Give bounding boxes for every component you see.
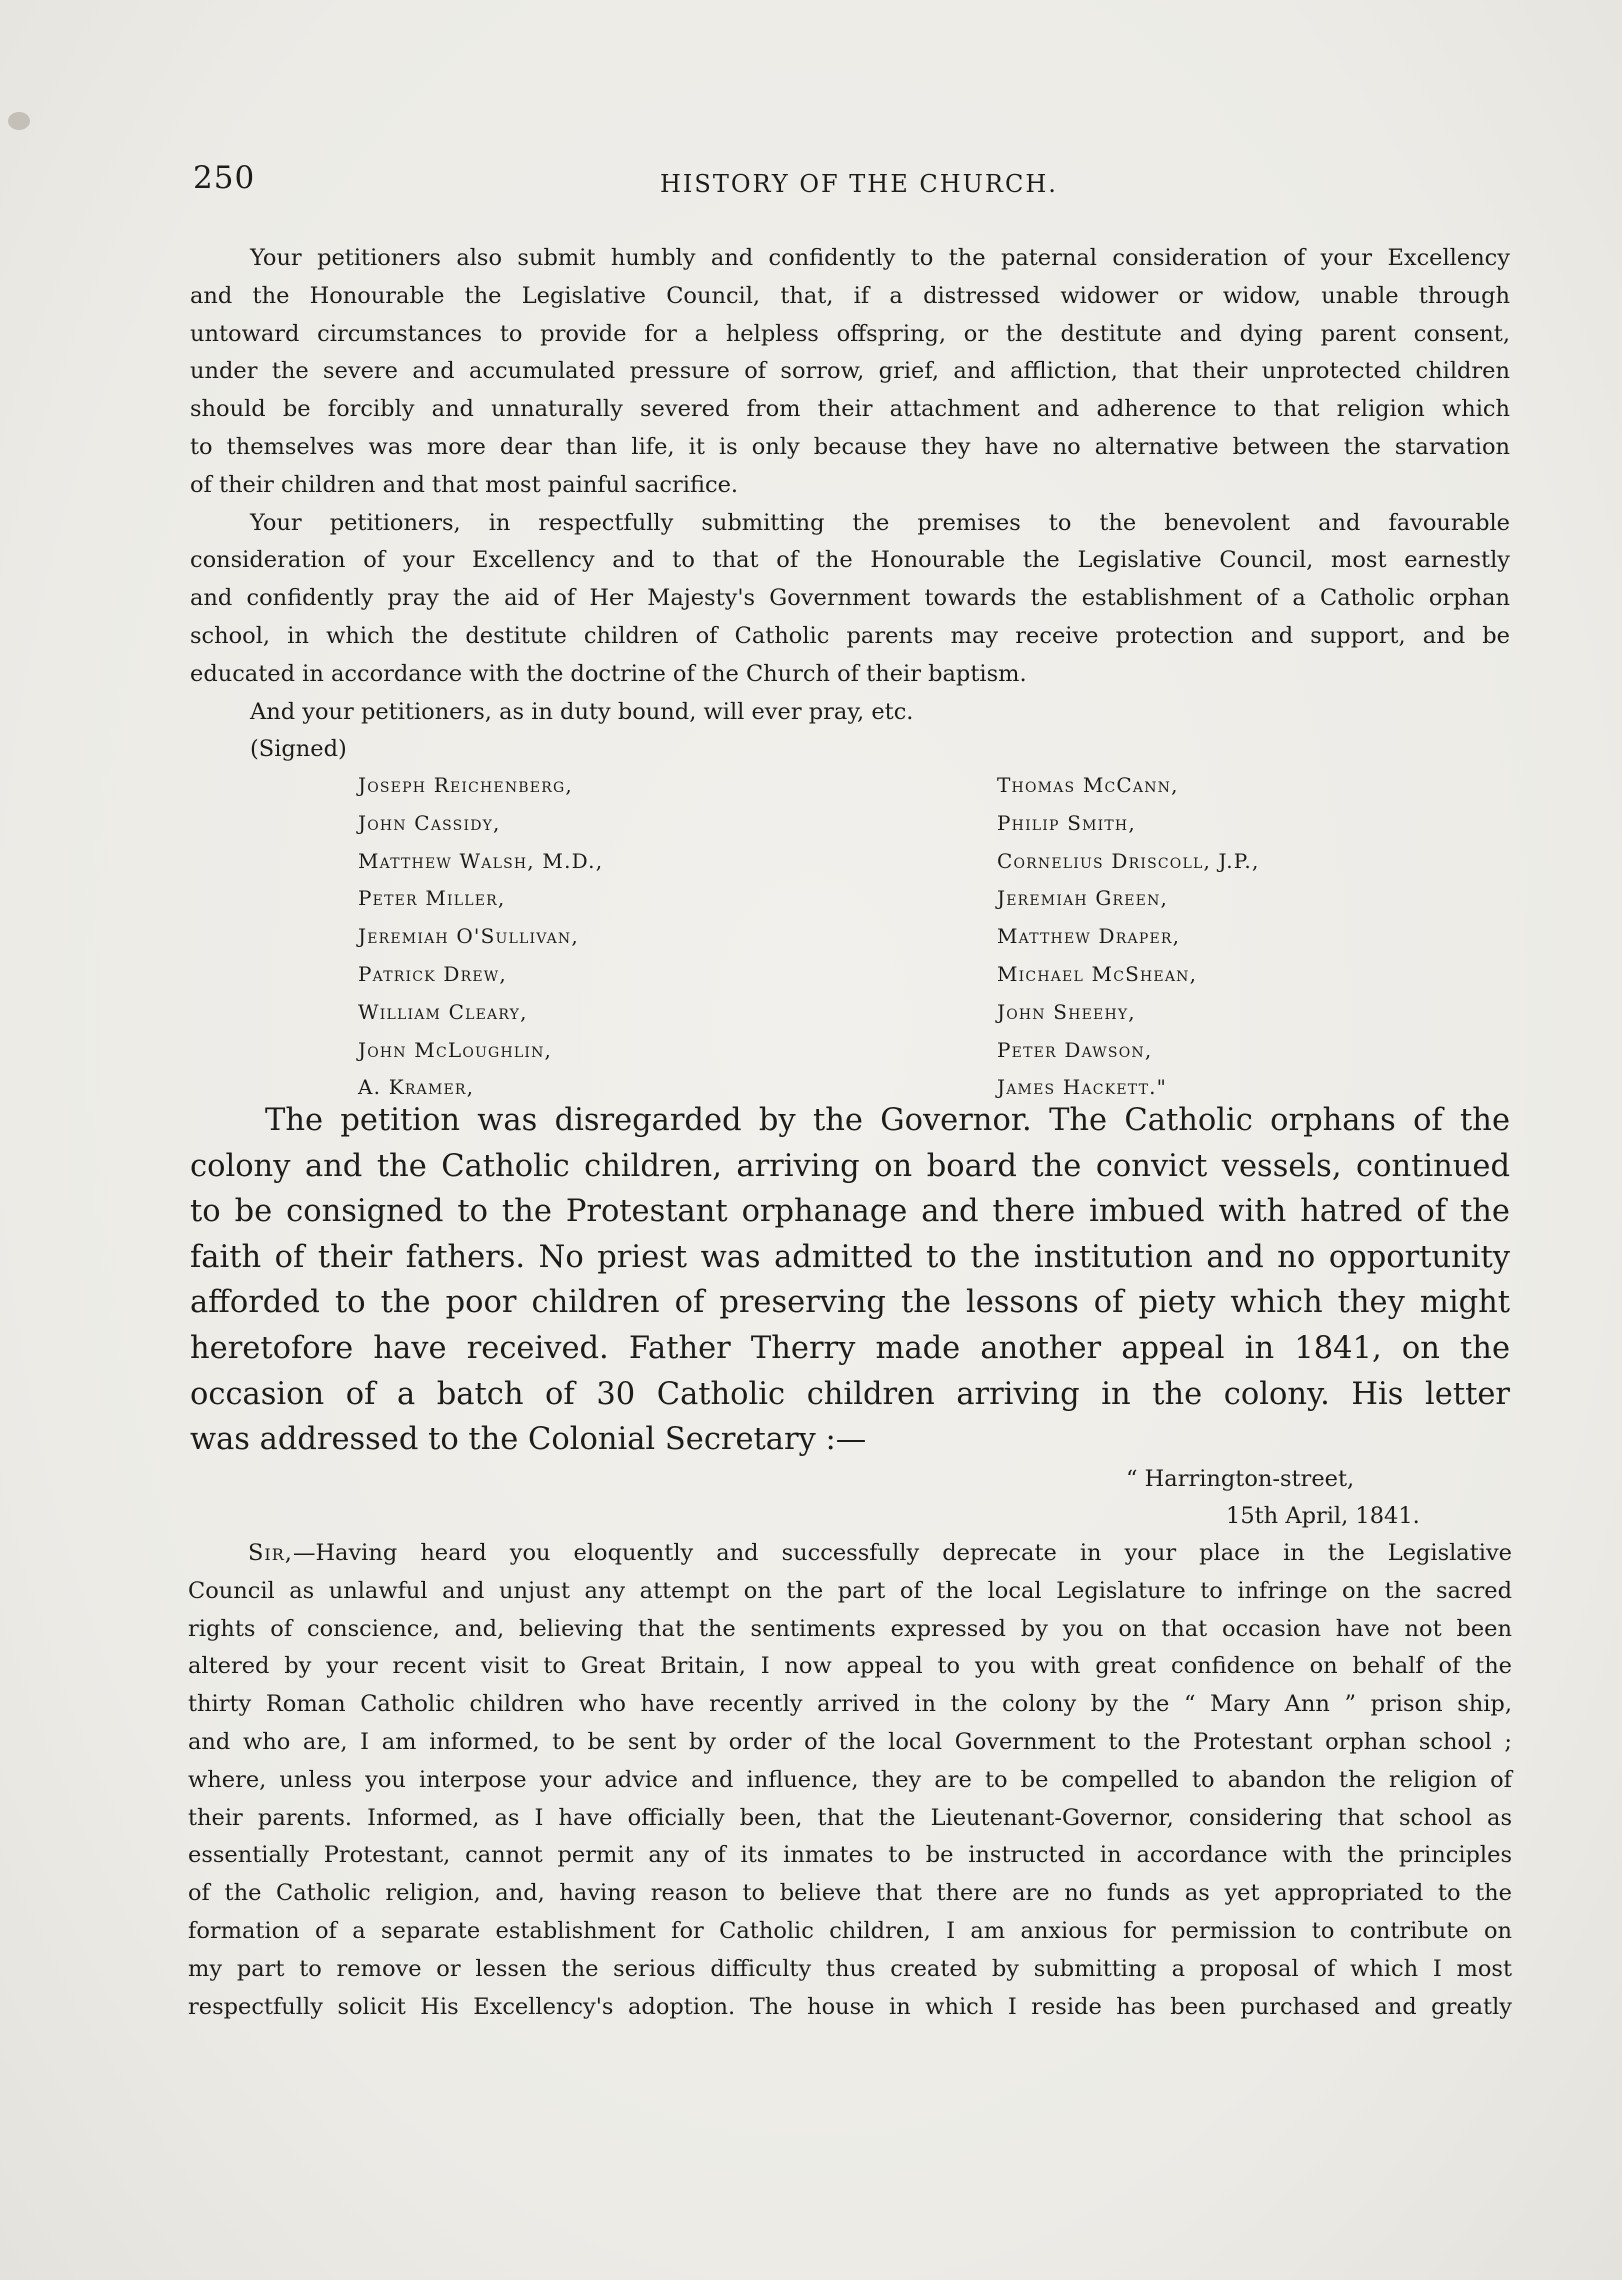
text-line: altered by your recent visit to Great Britain, I now appeal to you with great confidence on behalf of the [188, 1653, 1512, 1680]
petition-text [190, 240, 1510, 769]
signatory: Patrick Drew, [358, 961, 507, 986]
signatory: Joseph Reichenberg, [358, 773, 573, 797]
text-line: their parents. Informed, as I have officially been, that the Lieutenant-Governor, considering that school as [188, 1804, 1512, 1831]
signatory: James Hackett." [997, 1075, 1168, 1100]
text-line: faith of their fathers. No priest was admitted to the institution and no opportunity [190, 1239, 1510, 1275]
text-line: of their children and that most painful sacrifice. [190, 471, 739, 498]
letter-date: 15th April, 1841. [1226, 1503, 1420, 1529]
signatory: Michael McShean, [997, 961, 1198, 986]
paper-stain [8, 112, 30, 130]
text-line: and who are, I am informed, to be sent by order of the local Government to the Protestant orphan school ; [188, 1728, 1512, 1755]
signatories-left-column [358, 767, 603, 1107]
signatory: Cornelius Driscoll, J.P., [997, 848, 1260, 873]
signatory: John Sheehy, [997, 999, 1136, 1024]
text-line: thirty Roman Catholic children who have recently arrived in the colony by the “ Mary Ann ” prison ship, [188, 1691, 1512, 1718]
signed-label: (Signed) [250, 736, 347, 763]
letter-salutation: Sir, [248, 1540, 293, 1566]
signatory: Peter Dawson, [997, 1037, 1153, 1062]
signatory: A. Kramer, [358, 1075, 475, 1100]
letter-first-line: —Having heard you eloquently and successfully deprecate in your place in the Legislative [292, 1540, 1512, 1566]
text-line: untoward circumstances to provide for a helpless offspring, or the destitute and dying parent consent, [190, 320, 1510, 347]
signatory: John Cassidy, [358, 810, 501, 835]
text-line: occasion of a batch of 30 Catholic children arriving in the colony. His letter [190, 1376, 1510, 1412]
letter-body [188, 1535, 1512, 2026]
letter-heading [1126, 1461, 1420, 1535]
text-line: colony and the Catholic children, arriving on board the convict vessels, continued [190, 1148, 1510, 1184]
text-line: respectfully solicit His Excellency's adoption. The house in which I reside has been purchased and greatly [188, 1993, 1512, 2020]
petition-paragraph-2 [190, 505, 1510, 694]
text-line: where, unless you interpose your advice and influence, they are to be compelled to abandon the religion of [188, 1766, 1512, 1793]
signatory: Philip Smith, [997, 810, 1136, 835]
signatory: Jeremiah Green, [997, 886, 1169, 911]
text-line: to be consigned to the Protestant orphanage and there imbued with hatred of the [190, 1194, 1510, 1230]
text-line: rights of conscience, and, believing that the sentiments expressed by you on that occasion have not been [188, 1615, 1512, 1642]
text-line: was addressed to the Colonial Secretary :— [190, 1422, 867, 1458]
letter-address: “ Harrington-street, [1126, 1466, 1355, 1492]
text-line: formation of a separate establishment for Catholic children, I am anxious for permission to contribute on [188, 1917, 1512, 1944]
signatory: Thomas McCann, [997, 773, 1179, 797]
page-number: 250 [193, 160, 256, 196]
signatory: Matthew Draper, [997, 924, 1181, 949]
text-line: to themselves was more dear than life, it is only because they have no alternative between the starvation [190, 433, 1510, 460]
text-line: Your petitioners, in respectfully submitting the premises to the benevolent and favourable [250, 509, 1510, 536]
text-line: afforded to the poor children of preserving the lessons of piety which they might [190, 1285, 1510, 1321]
text-line: heretofore have received. Father Therry made another appeal in 1841, on the [190, 1330, 1510, 1366]
text-line: my part to remove or lessen the serious difficulty thus created by submitting a proposal of which I most [188, 1955, 1512, 1982]
text-line: and the Honourable the Legislative Council, that, if a distressed widower or widow, unable through [190, 282, 1510, 309]
text-line: and confidently pray the aid of Her Majesty's Government towards the establishment of a Catholic orphan [190, 585, 1510, 612]
text-line: school, in which the destitute children of Catholic parents may receive protection and support, and be [190, 622, 1510, 649]
text-line: under the severe and accumulated pressure of sorrow, grief, and affliction, that their unprotected children [190, 358, 1510, 385]
petition-closing: And your petitioners, as in duty bound, will ever pray, etc. [250, 698, 914, 725]
text-line: Council as unlawful and unjust any attempt on the part of the local Legislature to infringe on the sacred [188, 1577, 1512, 1604]
running-title: HISTORY OF THE CHURCH. [660, 170, 1058, 198]
text-line: should be forcibly and unnaturally severed from their attachment and adherence to that religion which [190, 396, 1510, 423]
signatory: Matthew Walsh, M.D., [358, 848, 604, 873]
text-line: consideration of your Excellency and to that of the Honourable the Legislative Council, most earnestly [190, 547, 1510, 574]
text-line: The petition was disregarded by the Governor. The Catholic orphans of the [265, 1103, 1510, 1138]
signatory: Peter Miller, [358, 886, 506, 911]
text-line: essentially Protestant, cannot permit any of its inmates to be instructed in accordance with the principles [188, 1842, 1512, 1869]
text-line: of the Catholic religion, and, having reason to believe that there are no funds as yet appropriated to the [188, 1880, 1512, 1907]
signatories-right-column [997, 767, 1260, 1107]
petition-paragraph-1 [190, 240, 1510, 505]
text-line: educated in accordance with the doctrine of the Church of their baptism. [190, 660, 1027, 687]
narrative-paragraph [190, 1098, 1510, 1463]
signatory: Jeremiah O'Sullivan, [358, 924, 579, 949]
signatory: William Cleary, [358, 999, 528, 1024]
signatory: John McLoughlin, [358, 1037, 553, 1062]
text-line [188, 1535, 1512, 1573]
text-line: Your petitioners also submit humbly and confidently to the paternal consideration of your Excellency [250, 245, 1510, 271]
